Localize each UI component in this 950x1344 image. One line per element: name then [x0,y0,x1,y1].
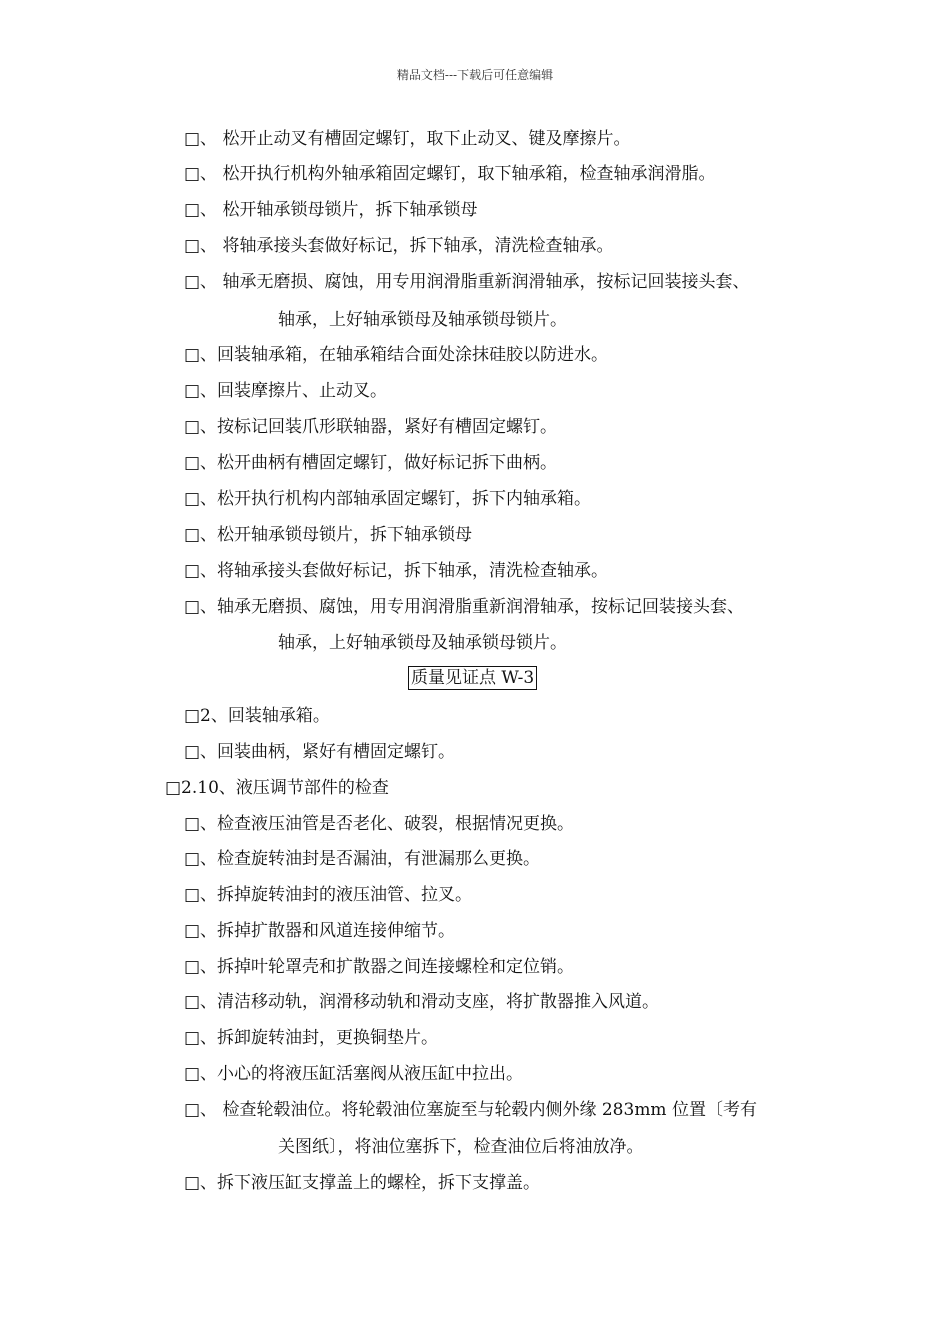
checklist-item: □、 松开止动叉有槽固定螺钉，取下止动叉、键及摩擦片。 [184,129,631,149]
checklist-item: □、松开执行机构内部轴承固定螺钉，拆下内轴承箱。 [184,489,592,509]
checklist-item: □、 松开轴承锁母锁片，拆下轴承锁母 [184,200,478,220]
checklist-item: □、 将轴承接头套做好标记，拆下轴承，清洗检查轴承。 [184,236,614,256]
checklist-item: □、回装摩擦片、止动叉。 [184,381,388,401]
checklist-item: □2、回装轴承箱。 [184,706,330,726]
checklist-item: □、清洁移动轨，润滑移动轨和滑动支座，将扩散器推入风道。 [184,992,660,1012]
checklist-item: □、拆卸旋转油封，更换铜垫片。 [184,1028,439,1048]
checklist-item: □、将轴承接头套做好标记，拆下轴承，清洗检查轴承。 [184,561,609,581]
checklist-item: □、松开曲柄有槽固定螺钉，做好标记拆下曲柄。 [184,453,558,473]
checklist-item: □、按标记回装爪形联轴器，紧好有槽固定螺钉。 [184,417,558,437]
checklist-item: □、检查液压油管是否老化、破裂，根据情况更换。 [184,814,575,834]
checklist-item: □、检查旋转油封是否漏油，有泄漏那么更换。 [184,849,541,869]
checklist-item: □、 轴承无磨损、腐蚀，用专用润滑脂重新润滑轴承，按标记回装接头套、 [184,272,750,292]
checklist-item: □、回装曲柄，紧好有槽固定螺钉。 [184,742,456,762]
checklist-item-continuation: 轴承，上好轴承锁母及轴承锁母锁片。 [278,633,567,653]
section-heading: □2.10、液压调节部件的检查 [165,778,389,798]
checklist-item: □、拆掉旋转油封的液压油管、拉叉。 [184,885,473,905]
checklist-item: □、拆下液压缸支撑盖上的螺栓，拆下支撑盖。 [184,1173,541,1193]
checklist-item-continuation: 关图纸〕，将油位塞拆下，检查油位后将油放净。 [278,1137,644,1157]
checklist-item: □、拆掉扩散器和风道连接伸缩节。 [184,921,456,941]
checklist-item-continuation: 轴承，上好轴承锁母及轴承锁母锁片。 [278,310,567,330]
checklist-item: □、轴承无磨损、腐蚀，用专用润滑脂重新润滑轴承，按标记回装接头套、 [184,597,745,617]
checklist-item: □、松开轴承锁母锁片，拆下轴承锁母 [184,525,473,545]
checklist-item: □、 松开执行机构外轴承箱固定螺钉，取下轴承箱，检查轴承润滑脂。 [184,164,716,184]
page-header: 精品文档---下载后可任意编辑 [396,68,554,82]
checklist-item: □、 检查轮毂油位。将轮毂油位塞旋至与轮毂内侧外缘 283mm 位置〔考有 [184,1100,757,1120]
checklist-item: □、回装轴承箱，在轴承箱结合面处涂抹硅胶以防进水。 [184,345,609,365]
checklist-item: □、小心的将液压缸活塞阀从液压缸中拉出。 [184,1064,524,1084]
checklist-item: □、拆掉叶轮罩壳和扩散器之间连接螺栓和定位销。 [184,957,575,977]
quality-witness-point-box: 质量见证点 W-3 [408,666,537,690]
